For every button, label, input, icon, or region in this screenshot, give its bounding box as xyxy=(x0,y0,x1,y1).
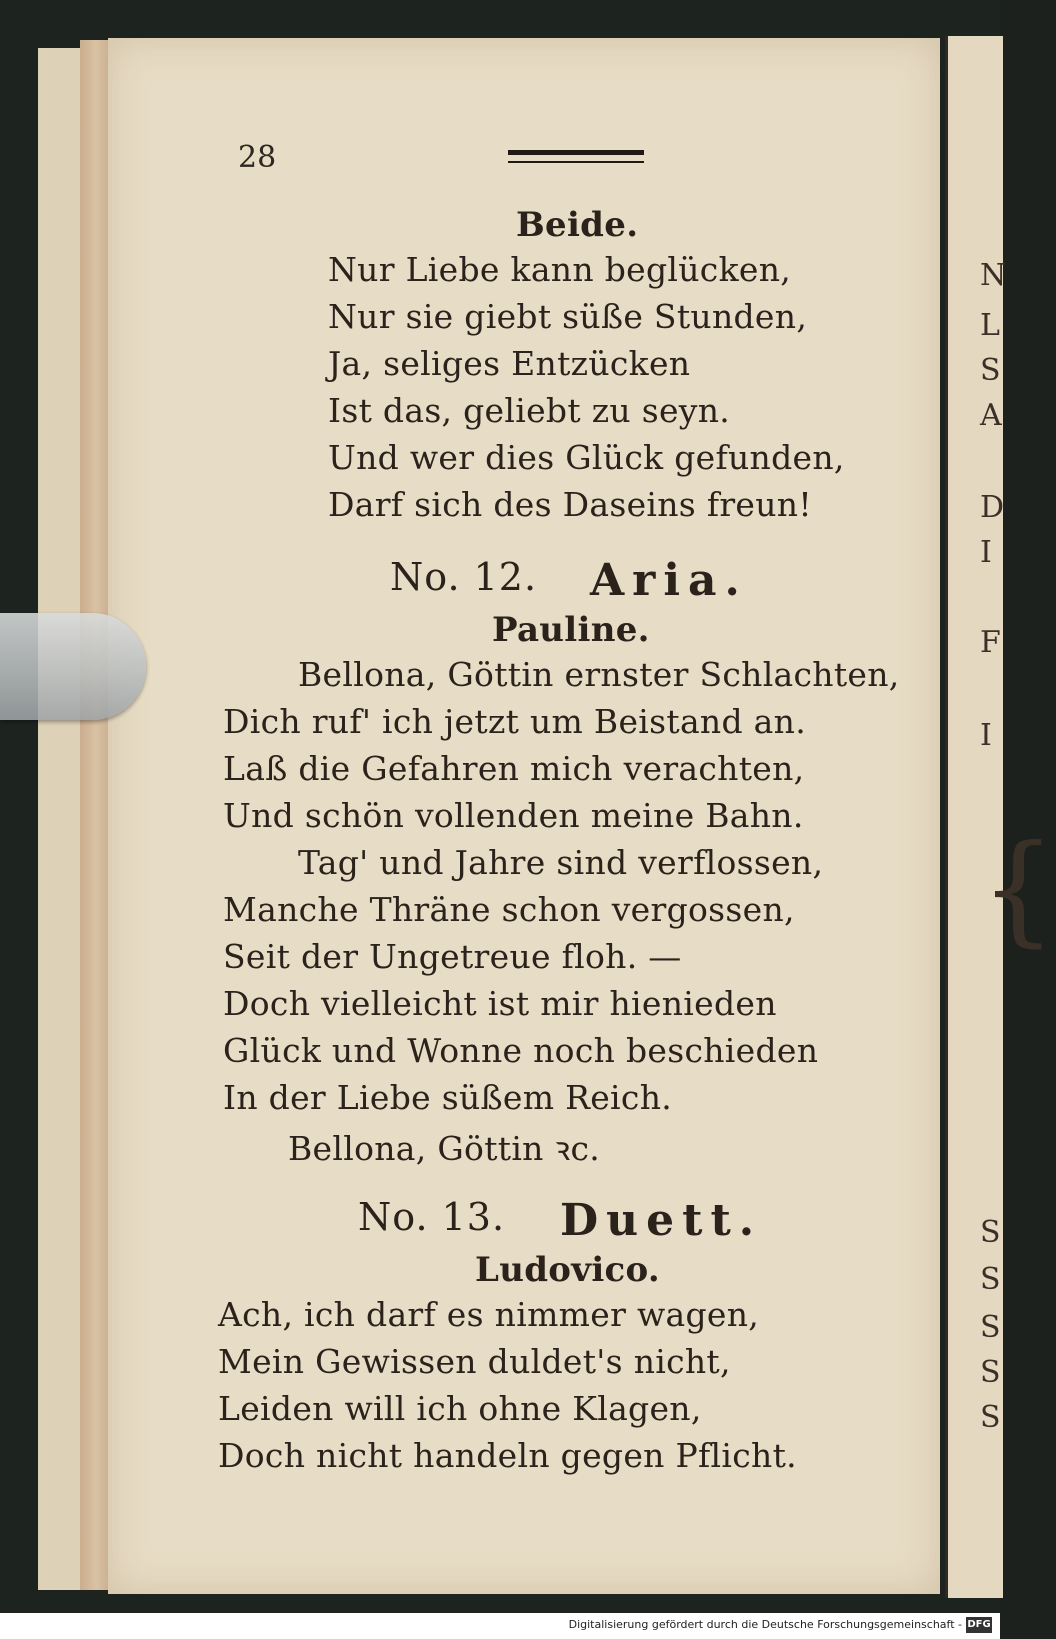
header-rule-thick xyxy=(508,150,644,155)
number-label: No. 12. xyxy=(390,555,538,599)
verse-line: Ja, seliges Entzücken xyxy=(328,344,691,383)
verse-line: Laß die Gefahren mich verachten, xyxy=(223,749,805,788)
verse-line: Und wer dies Glück gefunden, xyxy=(328,438,845,477)
verse-line: In der Liebe süßem Reich. xyxy=(223,1078,673,1117)
page-holder-clip xyxy=(0,613,146,720)
section-heading: Ludovico. xyxy=(475,1250,661,1290)
verse-line: Doch vielleicht ist mir hienieden xyxy=(223,984,777,1023)
facing-page-glyph: S xyxy=(980,1215,1001,1250)
verse-line: Ist das, geliebt zu seyn. xyxy=(328,391,731,430)
facing-page-glyph: S xyxy=(980,353,1001,388)
facing-page-glyph: L xyxy=(980,308,1000,343)
verse-line: Bellona, Göttin ꝛc. xyxy=(288,1129,601,1168)
facing-page-glyph: N xyxy=(980,258,1007,293)
piece-title: Aria. xyxy=(590,555,748,606)
facing-page-glyph: D xyxy=(980,490,1005,525)
footer-bar xyxy=(0,1613,1000,1639)
page-number: 28 xyxy=(238,140,277,175)
facing-page-brace: { xyxy=(980,820,1056,959)
facing-page-glyph: S xyxy=(980,1400,1001,1435)
facing-page-glyph: I xyxy=(980,718,992,753)
verse-line: Doch nicht handeln gegen Pflicht. xyxy=(218,1436,797,1475)
verse-line: Nur sie giebt süße Stunden, xyxy=(328,297,808,336)
facing-page-glyph: F xyxy=(980,625,1001,660)
verse-line: Manche Thräne schon vergossen, xyxy=(223,890,795,929)
verse-line: Glück und Wonne noch beschieden xyxy=(223,1031,819,1070)
verse-line: Mein Gewissen duldet's nicht, xyxy=(218,1342,731,1381)
section-heading: Beide. xyxy=(516,205,639,245)
verse-line: Bellona, Göttin ernster Schlachten, xyxy=(298,655,900,694)
dfg-logo: DFG xyxy=(966,1617,992,1633)
verse-line: Leiden will ich ohne Klagen, xyxy=(218,1389,702,1428)
footer-credit: Digitalisierung gefördert durch die Deutsche Forschungsgemeinschaft - xyxy=(568,1618,962,1631)
header-rule-thin xyxy=(508,161,644,163)
verse-line: Ach, ich darf es nimmer wagen, xyxy=(218,1295,760,1334)
verse-line: Dich ruf' ich jetzt um Beistand an. xyxy=(223,702,807,741)
facing-page-glyph: S xyxy=(980,1355,1001,1390)
number-label: No. 13. xyxy=(358,1195,506,1239)
facing-page-glyph: S xyxy=(980,1262,1001,1297)
verse-line: Tag' und Jahre sind verflossen, xyxy=(298,843,824,882)
piece-title: Duett. xyxy=(560,1195,763,1246)
verse-line: Darf sich des Daseins freun! xyxy=(328,485,812,524)
facing-page-glyph: S xyxy=(980,1310,1001,1345)
section-heading: Pauline. xyxy=(492,610,650,650)
verse-line: Und schön vollenden meine Bahn. xyxy=(223,796,804,835)
verse-line: Nur Liebe kann beglücken, xyxy=(328,250,792,289)
facing-page-glyph: A xyxy=(980,398,1002,433)
facing-page-glyph: I xyxy=(980,535,992,570)
verse-line: Seit der Ungetreue floh. — xyxy=(223,937,682,976)
